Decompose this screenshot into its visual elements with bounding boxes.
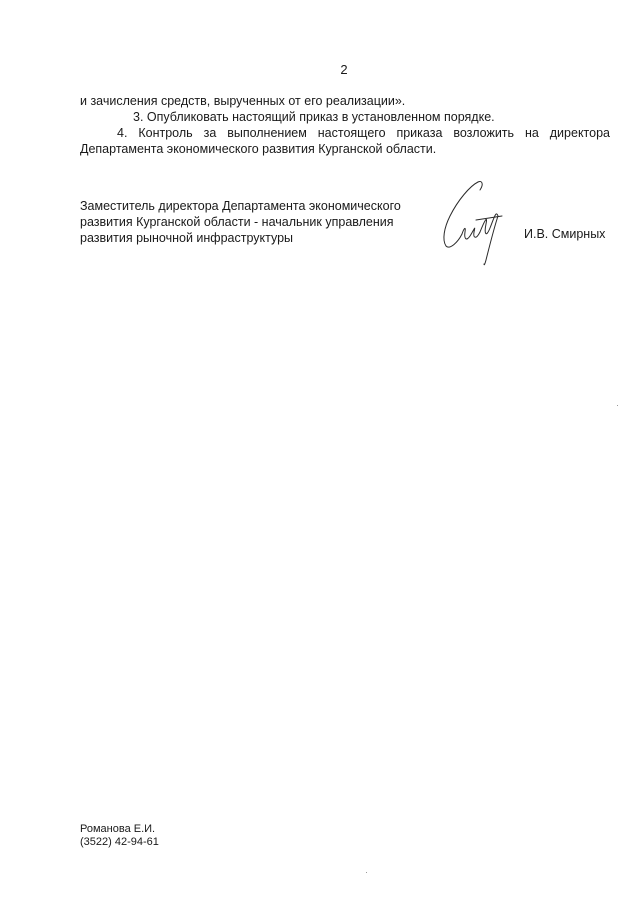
scan-speck [366, 872, 367, 873]
signer-name: И.В. Смирных [524, 227, 606, 241]
body-text-line-4: Департамента экономического развития Курганской области. [80, 142, 437, 156]
body-text-item-3: 3. Опубликовать настоящий приказ в установленном порядке. [133, 110, 495, 124]
signer-position-line-3: развития рыночной инфраструктуры [80, 231, 294, 245]
body-text-item-4: 4. Контроль за выполнением настоящего приказа возложить на директора [117, 126, 610, 140]
page-number: 2 [340, 62, 348, 77]
scan-speck [617, 405, 618, 406]
executor-name: Романова Е.И. [80, 823, 156, 835]
signer-position-line-2: развития Курганской области - начальник управления [80, 215, 394, 229]
signer-position [80, 198, 440, 246]
body-text-line-1: и зачисления средств, вырученных от его реализации». [80, 94, 406, 108]
executor-contacts [80, 823, 159, 849]
executor-phone: (3522) 42-94-61 [80, 836, 159, 848]
signer-position-line-1: Заместитель директора Департамента экономического [80, 199, 401, 213]
handwritten-signature [432, 176, 524, 268]
